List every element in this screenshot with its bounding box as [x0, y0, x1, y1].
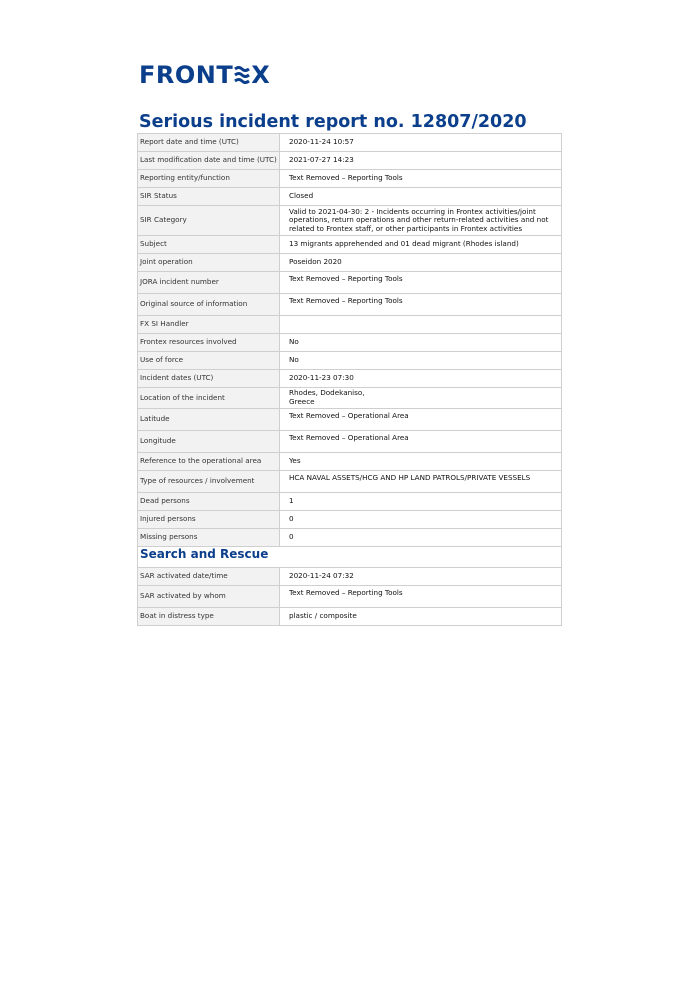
sar-section-header: [137, 542, 562, 567]
table-row: [138, 334, 562, 352]
field-value: HCA NAVAL ASSETS/HCG AND HP LAND PATROLS/PRIVATE VESSELS: [280, 471, 562, 493]
field-label: Injured persons: [138, 511, 280, 529]
table-row: [138, 188, 562, 206]
table-row: [138, 134, 562, 152]
field-value: Text Removed – Reporting Tools: [280, 170, 562, 188]
field-label: Latitude: [138, 409, 280, 431]
field-value: 2020-11-24 10:57: [280, 134, 562, 152]
logo-wave-e-icon: [234, 66, 250, 84]
table-row: [138, 608, 562, 626]
table-row: [138, 352, 562, 370]
field-value: Text Removed – Reporting Tools: [280, 272, 562, 294]
field-value: Text Removed – Operational Area: [280, 431, 562, 453]
field-label: SIR Status: [138, 188, 280, 206]
field-label: SAR activated by whom: [138, 586, 280, 608]
field-value: Closed: [280, 188, 562, 206]
table-row: [138, 431, 562, 453]
field-value: 1: [280, 493, 562, 511]
table-row: [138, 316, 562, 334]
field-label: FX SI Handler: [138, 316, 280, 334]
field-label: Boat in distress type: [138, 608, 280, 626]
field-label: Missing persons: [138, 529, 280, 547]
table-row: [138, 409, 562, 431]
field-value: 2020-11-23 07:30: [280, 370, 562, 388]
field-value: Valid to 2021-04-30: 2 - Incidents occurring in Frontex activities/joint operations, return operations and other return-related activities and not related to Frontex staff, or other participants in Frontex activities: [280, 206, 562, 236]
field-label: Joint operation: [138, 254, 280, 272]
field-label: SIR Category: [138, 206, 280, 236]
logo-text-start: FRONT: [139, 61, 234, 89]
field-label: Location of the incident: [138, 388, 280, 409]
field-value: 0: [280, 511, 562, 529]
report-title: Serious incident report no. 12807/2020: [139, 112, 527, 132]
field-value: No: [280, 334, 562, 352]
field-label: Use of force: [138, 352, 280, 370]
table-row: [138, 471, 562, 493]
field-value: Text Removed – Operational Area: [280, 409, 562, 431]
table-row: [138, 493, 562, 511]
field-label: Reporting entity/function: [138, 170, 280, 188]
field-value: Rhodes, Dodekaniso, Greece: [280, 388, 562, 409]
sar-section-title: Search and Rescue: [140, 547, 269, 561]
sar-details-table: [137, 567, 562, 626]
field-value: Yes: [280, 453, 562, 471]
field-label: Last modification date and time (UTC): [138, 152, 280, 170]
table-row: [138, 206, 562, 236]
table-row: [138, 370, 562, 388]
table-row: [138, 272, 562, 294]
table-row: [138, 568, 562, 586]
table-row: [138, 170, 562, 188]
field-value: plastic / composite: [280, 608, 562, 626]
field-value: [280, 316, 562, 334]
field-value: Text Removed – Reporting Tools: [280, 294, 562, 316]
field-value: Poseidon 2020: [280, 254, 562, 272]
frontex-logo: [139, 62, 270, 88]
field-label: Reference to the operational area: [138, 453, 280, 471]
table-row: [138, 236, 562, 254]
logo-text-end: X: [251, 61, 271, 89]
field-value: 0: [280, 529, 562, 547]
field-value: 2021-07-27 14:23: [280, 152, 562, 170]
field-label: Incident dates (UTC): [138, 370, 280, 388]
table-row: [138, 453, 562, 471]
field-label: Longitude: [138, 431, 280, 453]
table-row: [138, 511, 562, 529]
field-label: Dead persons: [138, 493, 280, 511]
table-row: [138, 586, 562, 608]
table-row: [138, 254, 562, 272]
table-row: [138, 388, 562, 409]
field-label: SAR activated date/time: [138, 568, 280, 586]
field-value: Text Removed – Reporting Tools: [280, 586, 562, 608]
field-label: Report date and time (UTC): [138, 134, 280, 152]
field-label: Subject: [138, 236, 280, 254]
field-label: Type of resources / involvement: [138, 471, 280, 493]
table-row: [138, 294, 562, 316]
field-label: JORA incident number: [138, 272, 280, 294]
field-label: Frontex resources involved: [138, 334, 280, 352]
field-value: 2020-11-24 07:32: [280, 568, 562, 586]
table-row: [138, 152, 562, 170]
field-value: 13 migrants apprehended and 01 dead migrant (Rhodes island): [280, 236, 562, 254]
field-value: No: [280, 352, 562, 370]
incident-details-table: [137, 133, 562, 547]
field-label: Original source of information: [138, 294, 280, 316]
